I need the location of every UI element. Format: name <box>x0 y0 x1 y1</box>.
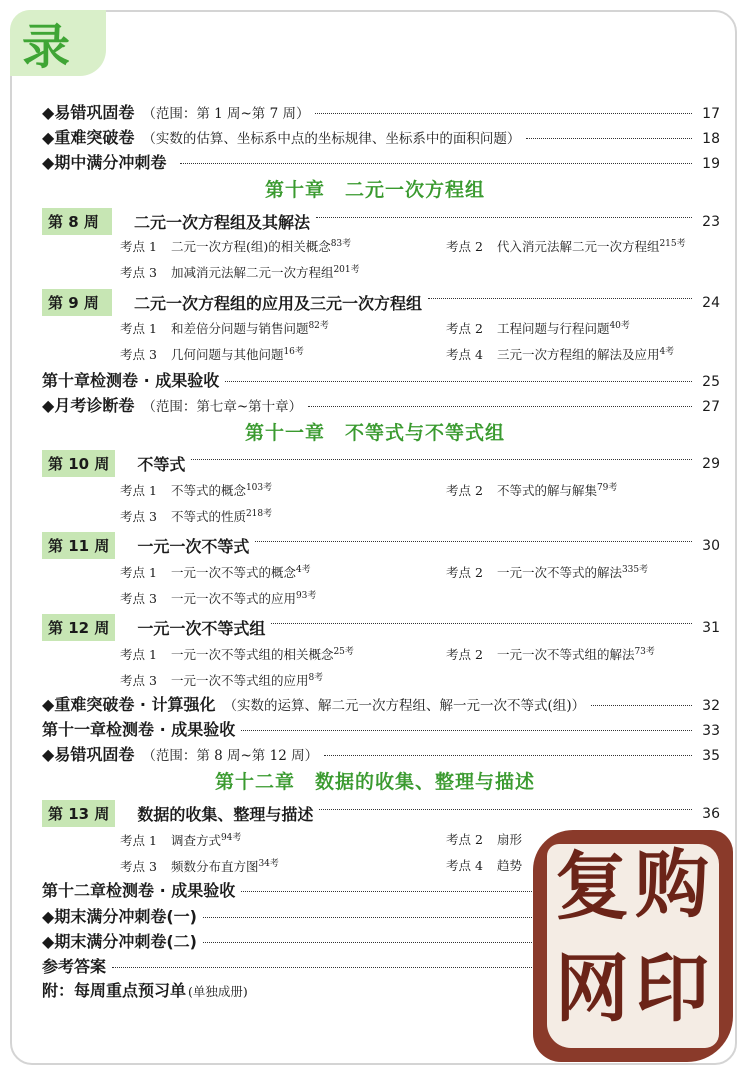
key-point: 考点 3 一元一次不等式的应用$^{93考}$ <box>120 591 317 607</box>
toc-entry[interactable] <box>42 742 720 765</box>
week-title: 数据的收集、整理与描述 <box>137 805 314 824</box>
key-point: 考点 1 调查方式$^{94考}$ <box>120 833 242 849</box>
entry-title: 期末满分冲刺卷(一) <box>54 907 197 926</box>
week-page: 36 <box>702 805 720 822</box>
dot-leader <box>271 623 692 624</box>
week-title: 不等式 <box>137 455 186 474</box>
entry-title: 易错巩固卷 <box>54 745 135 764</box>
week-title: 二元一次方程组的应用及三元一次方程组 <box>134 294 423 313</box>
dot-leader <box>428 298 692 299</box>
dot-leader <box>191 459 692 460</box>
key-point: 考点 1 不等式的概念$^{103考}$ <box>120 483 273 499</box>
week-entry[interactable] <box>42 208 720 235</box>
chapter-number: 第十一章 <box>244 422 325 444</box>
entry-title: 易错巩固卷 <box>54 103 135 122</box>
chapter-name: 不等式与不等式组 <box>345 422 506 444</box>
key-point: 考点 3 频数分布直方图$^{34考}$ <box>120 859 279 875</box>
dot-leader <box>255 541 692 542</box>
dot-leader <box>225 381 692 382</box>
key-point: 考点 2 一元一次不等式的解法$^{335考}$ <box>446 565 649 581</box>
toc-entry[interactable] <box>42 125 720 148</box>
key-point: 考点 3 一元一次不等式组的应用$^{8考}$ <box>120 673 324 689</box>
seal-char: 印 <box>635 946 709 1032</box>
chapter-name: 二元一次方程组 <box>345 179 486 201</box>
seal-char: 复 <box>555 844 629 930</box>
week-page: 29 <box>702 455 720 472</box>
week-badge: 第 11 周 <box>42 532 115 559</box>
week-page: 24 <box>702 294 720 311</box>
key-point: 考点 1 一元一次不等式的概念$^{4考}$ <box>120 565 311 581</box>
key-point: 考点 1 一元一次不等式组的相关概念$^{25考}$ <box>120 647 354 663</box>
entry-title: 第十一章检测卷 · 成果验收 <box>42 720 236 739</box>
entry-marker: ◆ <box>42 695 55 714</box>
week-page: 31 <box>702 619 720 636</box>
week-badge: 第 9 周 <box>42 289 112 316</box>
key-point: 考点 2 扇形 <box>446 832 522 847</box>
entry-note: （实数的估算、坐标系中点的坐标规律、坐标系中的面积问题） <box>142 131 521 147</box>
entry-page: 17 <box>702 106 720 122</box>
chapter-heading <box>0 418 750 445</box>
dot-leader <box>591 705 692 706</box>
week-entry[interactable] <box>42 800 720 827</box>
key-point: 考点 2 不等式的解与解集$^{79考}$ <box>446 483 618 499</box>
week-title: 一元一次不等式组 <box>137 619 266 638</box>
toc-entry[interactable] <box>42 692 720 715</box>
key-point: 考点 3 加减消元法解二元一次方程组$^{201考}$ <box>120 265 360 281</box>
chapter-heading <box>0 767 750 794</box>
chapter-heading <box>0 175 750 202</box>
entry-title: 第十章检测卷 · 成果验收 <box>42 371 220 390</box>
seal-char: 网 <box>555 946 629 1032</box>
entry-page: 18 <box>702 131 720 147</box>
chapter-number: 第十章 <box>264 179 325 201</box>
dot-leader <box>324 755 692 756</box>
entry-title: 重难突破卷 <box>54 128 135 147</box>
entry-page: 27 <box>702 399 720 415</box>
entry-marker: ◆ <box>42 103 55 122</box>
entry-page: 33 <box>702 723 720 739</box>
toc-entry[interactable] <box>42 717 720 740</box>
dot-leader <box>526 138 692 139</box>
toc-entry[interactable] <box>42 393 720 416</box>
week-badge: 第 8 周 <box>42 208 112 235</box>
toc-entry[interactable] <box>42 368 720 391</box>
dot-leader <box>315 113 692 114</box>
week-page: 23 <box>702 213 720 230</box>
week-entry[interactable] <box>42 614 720 641</box>
entry-marker: ◆ <box>42 396 55 415</box>
key-point: 考点 3 不等式的性质$^{218考}$ <box>120 509 273 525</box>
entry-page: 19 <box>702 156 720 172</box>
dot-leader <box>180 163 692 164</box>
entry-title: 期末满分冲刺卷(二) <box>54 932 197 951</box>
dot-leader <box>241 730 692 731</box>
week-entry[interactable] <box>42 289 720 316</box>
appendix-title: 每周重点预习单 <box>74 981 187 1000</box>
entry-marker: ◆ <box>42 153 55 172</box>
entry-title: 重难突破卷 · 计算强化 <box>54 695 216 714</box>
key-point: 考点 2 代入消元法解二元一次方程组$^{215考}$ <box>446 239 686 255</box>
week-title: 一元一次不等式 <box>137 537 250 556</box>
seal-char: 购 <box>635 842 709 928</box>
toc-entry[interactable] <box>42 150 720 173</box>
entry-note: （范围：第 8 周~第 12 周） <box>142 748 319 764</box>
entry-marker: ◆ <box>42 128 55 147</box>
entry-title: 月考诊断卷 <box>54 396 135 415</box>
entry-note: （范围：第 1 周~第 7 周） <box>142 106 310 122</box>
week-badge: 第 13 周 <box>42 800 115 827</box>
key-point: 考点 4 三元一次方程组的解法及应用$^{4考}$ <box>446 347 675 363</box>
appendix-note: (单独成册) <box>188 984 248 999</box>
dot-leader <box>308 406 692 407</box>
dot-leader <box>319 809 692 810</box>
entry-marker: ◆ <box>42 907 55 926</box>
header-tab <box>10 10 106 76</box>
entry-note: （范围：第七章~第十章） <box>142 399 303 415</box>
key-point: 考点 1 和差倍分问题与销售问题$^{82考}$ <box>120 321 329 337</box>
week-title: 二元一次方程组及其解法 <box>134 213 311 232</box>
entry-marker: ◆ <box>42 932 55 951</box>
entry-marker: ◆ <box>42 745 55 764</box>
entry-title: 期中满分冲刺卷 <box>54 153 167 172</box>
week-entry[interactable] <box>42 450 720 477</box>
entry-page: 35 <box>702 748 720 764</box>
week-entry[interactable] <box>42 532 720 559</box>
key-point: 考点 2 工程问题与行程问题$^{40考}$ <box>446 321 630 337</box>
appendix-label: 附： <box>42 981 75 1000</box>
entry-page: 25 <box>702 374 720 390</box>
entry-note: （实数的运算、解二元一次方程组、解一元一次不等式(组)） <box>223 698 586 714</box>
week-page: 30 <box>702 537 720 554</box>
chapter-number: 第十二章 <box>214 771 295 793</box>
chapter-name: 数据的收集、整理与描述 <box>315 771 536 793</box>
header-tab-text: 录 <box>22 19 71 75</box>
entry-title: 参考答案 <box>42 957 107 976</box>
key-point: 考点 2 一元一次不等式组的解法$^{73考}$ <box>446 647 655 663</box>
entry-title: 第十二章检测卷 · 成果验收 <box>42 881 236 900</box>
key-point: 考点 1 二元一次方程(组)的相关概念$^{83考}$ <box>120 239 352 255</box>
entry-page: 32 <box>702 698 720 714</box>
watermark-seal <box>533 830 733 1062</box>
dot-leader <box>316 217 692 218</box>
week-badge: 第 12 周 <box>42 614 115 641</box>
key-point: 考点 4 趋势 <box>446 858 522 873</box>
week-badge: 第 10 周 <box>42 450 115 477</box>
toc-entry[interactable] <box>42 100 720 123</box>
key-point: 考点 3 几何问题与其他问题$^{16考}$ <box>120 347 304 363</box>
